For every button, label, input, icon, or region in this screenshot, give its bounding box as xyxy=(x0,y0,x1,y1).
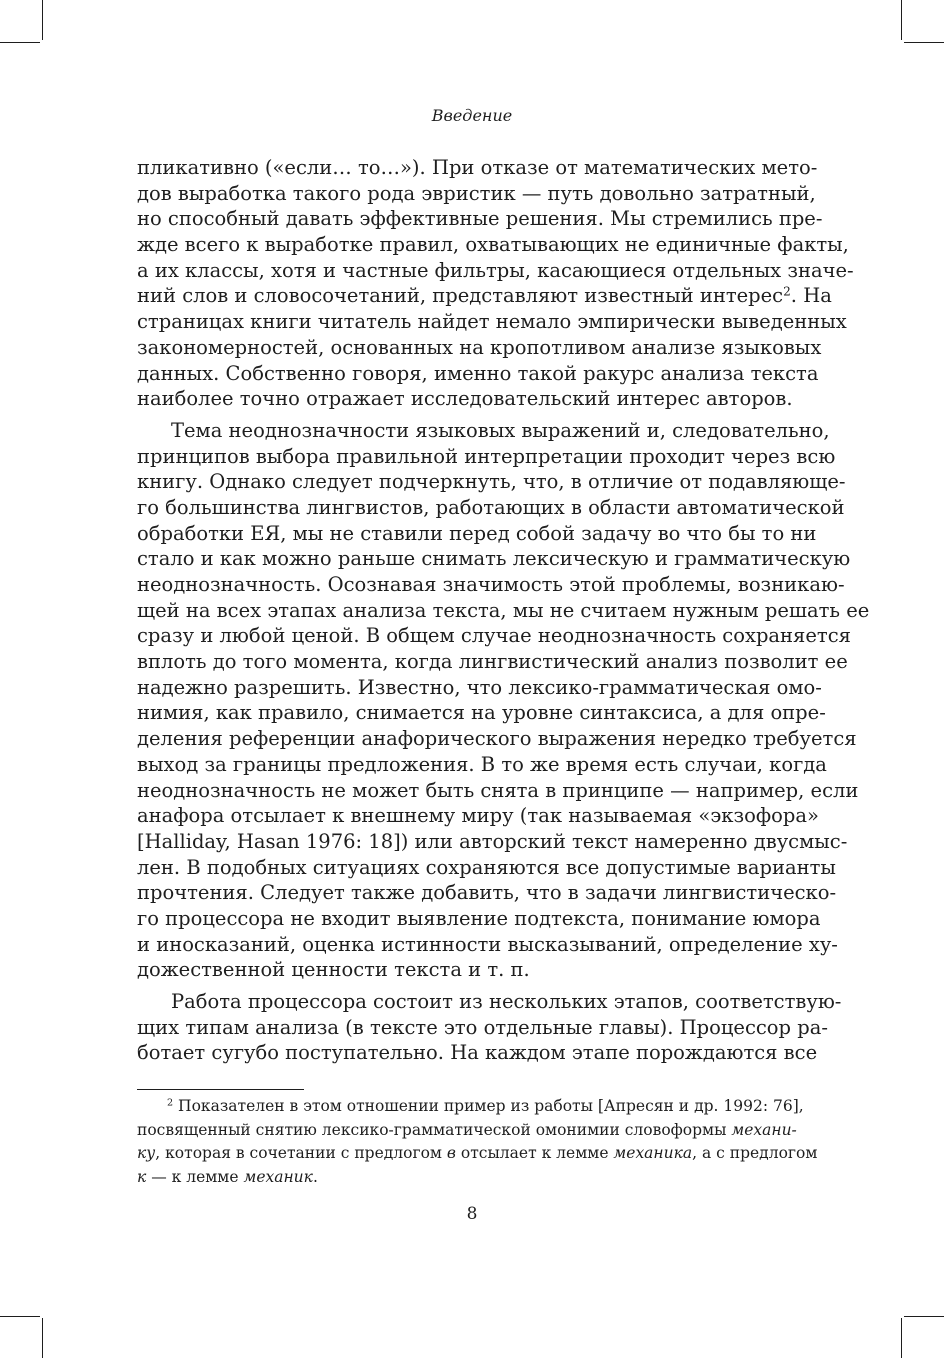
text-segment: — к лемме xyxy=(146,1167,244,1186)
text-segment: , которая в сочетании с предлогом xyxy=(155,1144,447,1162)
text-line: щей на всех этапах анализа текста, мы не считаем нужным решать ее xyxy=(137,598,870,622)
paragraph-1 xyxy=(137,155,854,412)
text-line: дов выработка такого рода эвристик — путь довольно затратный, xyxy=(137,181,816,205)
italic-term: в xyxy=(446,1144,456,1162)
text-segment: ний слов и словосочетаний, представляют известный интерес xyxy=(137,284,784,308)
footnote-line xyxy=(137,1142,818,1166)
text-line: данных. Собственно говоря, именно такой ракурс анализа текста xyxy=(137,361,819,385)
paragraph-3 xyxy=(137,989,842,1066)
text-line: неоднозначность не может быть снята в принципе — например, если xyxy=(137,778,859,802)
text-line: но способный давать эффективные решения. Мы стремились пре- xyxy=(137,207,823,231)
italic-term: механика xyxy=(613,1144,693,1162)
text-line: выход за границы предложения. В то же время есть случаи, когда xyxy=(137,752,827,776)
text-line: стало и как можно раньше снимать лексическую и грамматическую xyxy=(137,547,851,571)
paragraph-2 xyxy=(137,418,870,983)
text-line: наиболее точно отражает исследовательский интерес авторов. xyxy=(137,387,793,411)
italic-term: механи- xyxy=(731,1120,797,1139)
text-line: го процессора не входит выявление подтекста, понимание юмора xyxy=(137,906,821,930)
text-line: [Halliday, Hasan 1976: 18]) или авторский текст намеренно двусмыс- xyxy=(137,829,848,853)
text-line: лен. В подобных ситуациях сохраняются все допустимые варианты xyxy=(137,855,836,879)
footnote-reference[interactable]: 2 xyxy=(783,284,791,299)
text-segment: . xyxy=(312,1167,318,1186)
text-line: ботает сугубо поступательно. На каждом этапе порождаются все xyxy=(137,1041,818,1065)
text-line: вплоть до того момента, когда лингвистический анализ позволит ее xyxy=(137,650,848,674)
italic-term: механик xyxy=(243,1167,313,1186)
crop-mark xyxy=(0,1316,40,1317)
text-segment: посвященный снятию лексико-грамматической омонимии словоформы xyxy=(137,1120,732,1139)
text-line: сразу и любой ценой. В общем случае неоднозначность сохраняется xyxy=(137,624,851,648)
body-text xyxy=(137,155,870,1066)
text-line: Тема неоднозначности языковых выражений и, следовательно, xyxy=(171,418,830,442)
text-line: Работа процессора состоит из нескольких этапов, соответствую- xyxy=(171,990,842,1013)
italic-term: ку xyxy=(137,1144,156,1162)
text-line: деления референции анафорического выражения нередко требуется xyxy=(137,727,857,751)
crop-mark xyxy=(42,1318,43,1358)
text-line: нимия, как правило, снимается на уровне синтаксиса, а для опре- xyxy=(137,701,826,725)
footnote-divider xyxy=(137,1089,304,1090)
text-line: жде всего к выработке правил, охватывающих не единичные факты, xyxy=(137,233,849,257)
text-line: обработки ЕЯ, мы не ставили перед собой задачу во что бы то ни xyxy=(137,521,817,545)
footnote-marker: 2 xyxy=(167,1097,174,1109)
text-line: неоднозначность. Осознавая значимость этой проблемы, возникаю- xyxy=(137,573,845,596)
text-line: анафора отсылает к внешнему миру (так называемая «экзофора» xyxy=(137,804,819,828)
text-line: дожественной ценности текста и т. п. xyxy=(137,958,530,982)
crop-mark xyxy=(0,42,40,43)
text-line: надежно разрешить. Известно, что лексико-грамматическая омо- xyxy=(137,675,822,699)
text-line-with-footnote-ref xyxy=(137,283,832,309)
text-line: закономерностей, основанных на кропотливом анализе языковых xyxy=(137,335,822,359)
footnote-line xyxy=(137,1166,789,1190)
text-line: го большинства лингвистов, работающих в области автоматической xyxy=(137,495,845,519)
text-line: и иносказаний, оценка истинности высказываний, определение ху- xyxy=(137,932,838,956)
crop-mark xyxy=(901,0,902,40)
text-segment: , а с предлогом xyxy=(692,1144,818,1162)
text-line: щих типам анализа (в тексте это отдельные главы). Процессор ра- xyxy=(137,1015,828,1039)
text-segment: . На xyxy=(790,284,832,308)
crop-mark xyxy=(901,1318,902,1358)
crop-mark xyxy=(42,0,43,40)
italic-term: к xyxy=(137,1167,147,1186)
text-line: принципов выбора правильной интерпретации проходит через всю xyxy=(137,444,836,468)
text-line: страницах книги читатель найдет немало эмпирически выведенных xyxy=(137,310,847,334)
footnote-line xyxy=(137,1119,797,1143)
running-head: Введение xyxy=(431,106,513,125)
text-line: а их классы, хотя и частные фильтры, касающиеся отдельных значе- xyxy=(137,258,854,282)
text-line: прочтения. Следует также добавить, что в задачи лингвистическо- xyxy=(137,881,837,905)
text-line: пликативно («если… то…»). При отказе от математических мето- xyxy=(137,156,818,179)
text-line: книгу. Однако следует подчеркнуть, что, в отличие от подавляюще- xyxy=(137,470,846,494)
crop-mark xyxy=(904,1316,944,1317)
footnote-line xyxy=(137,1095,804,1119)
crop-mark xyxy=(904,42,944,43)
page-number: 8 xyxy=(466,1204,478,1224)
text-segment: Показателен в этом отношении пример из работы [Апресян и др. 1992: 76], xyxy=(178,1097,804,1115)
text-segment: отсылает к лемме xyxy=(455,1144,614,1162)
footnote-2 xyxy=(137,1095,818,1189)
